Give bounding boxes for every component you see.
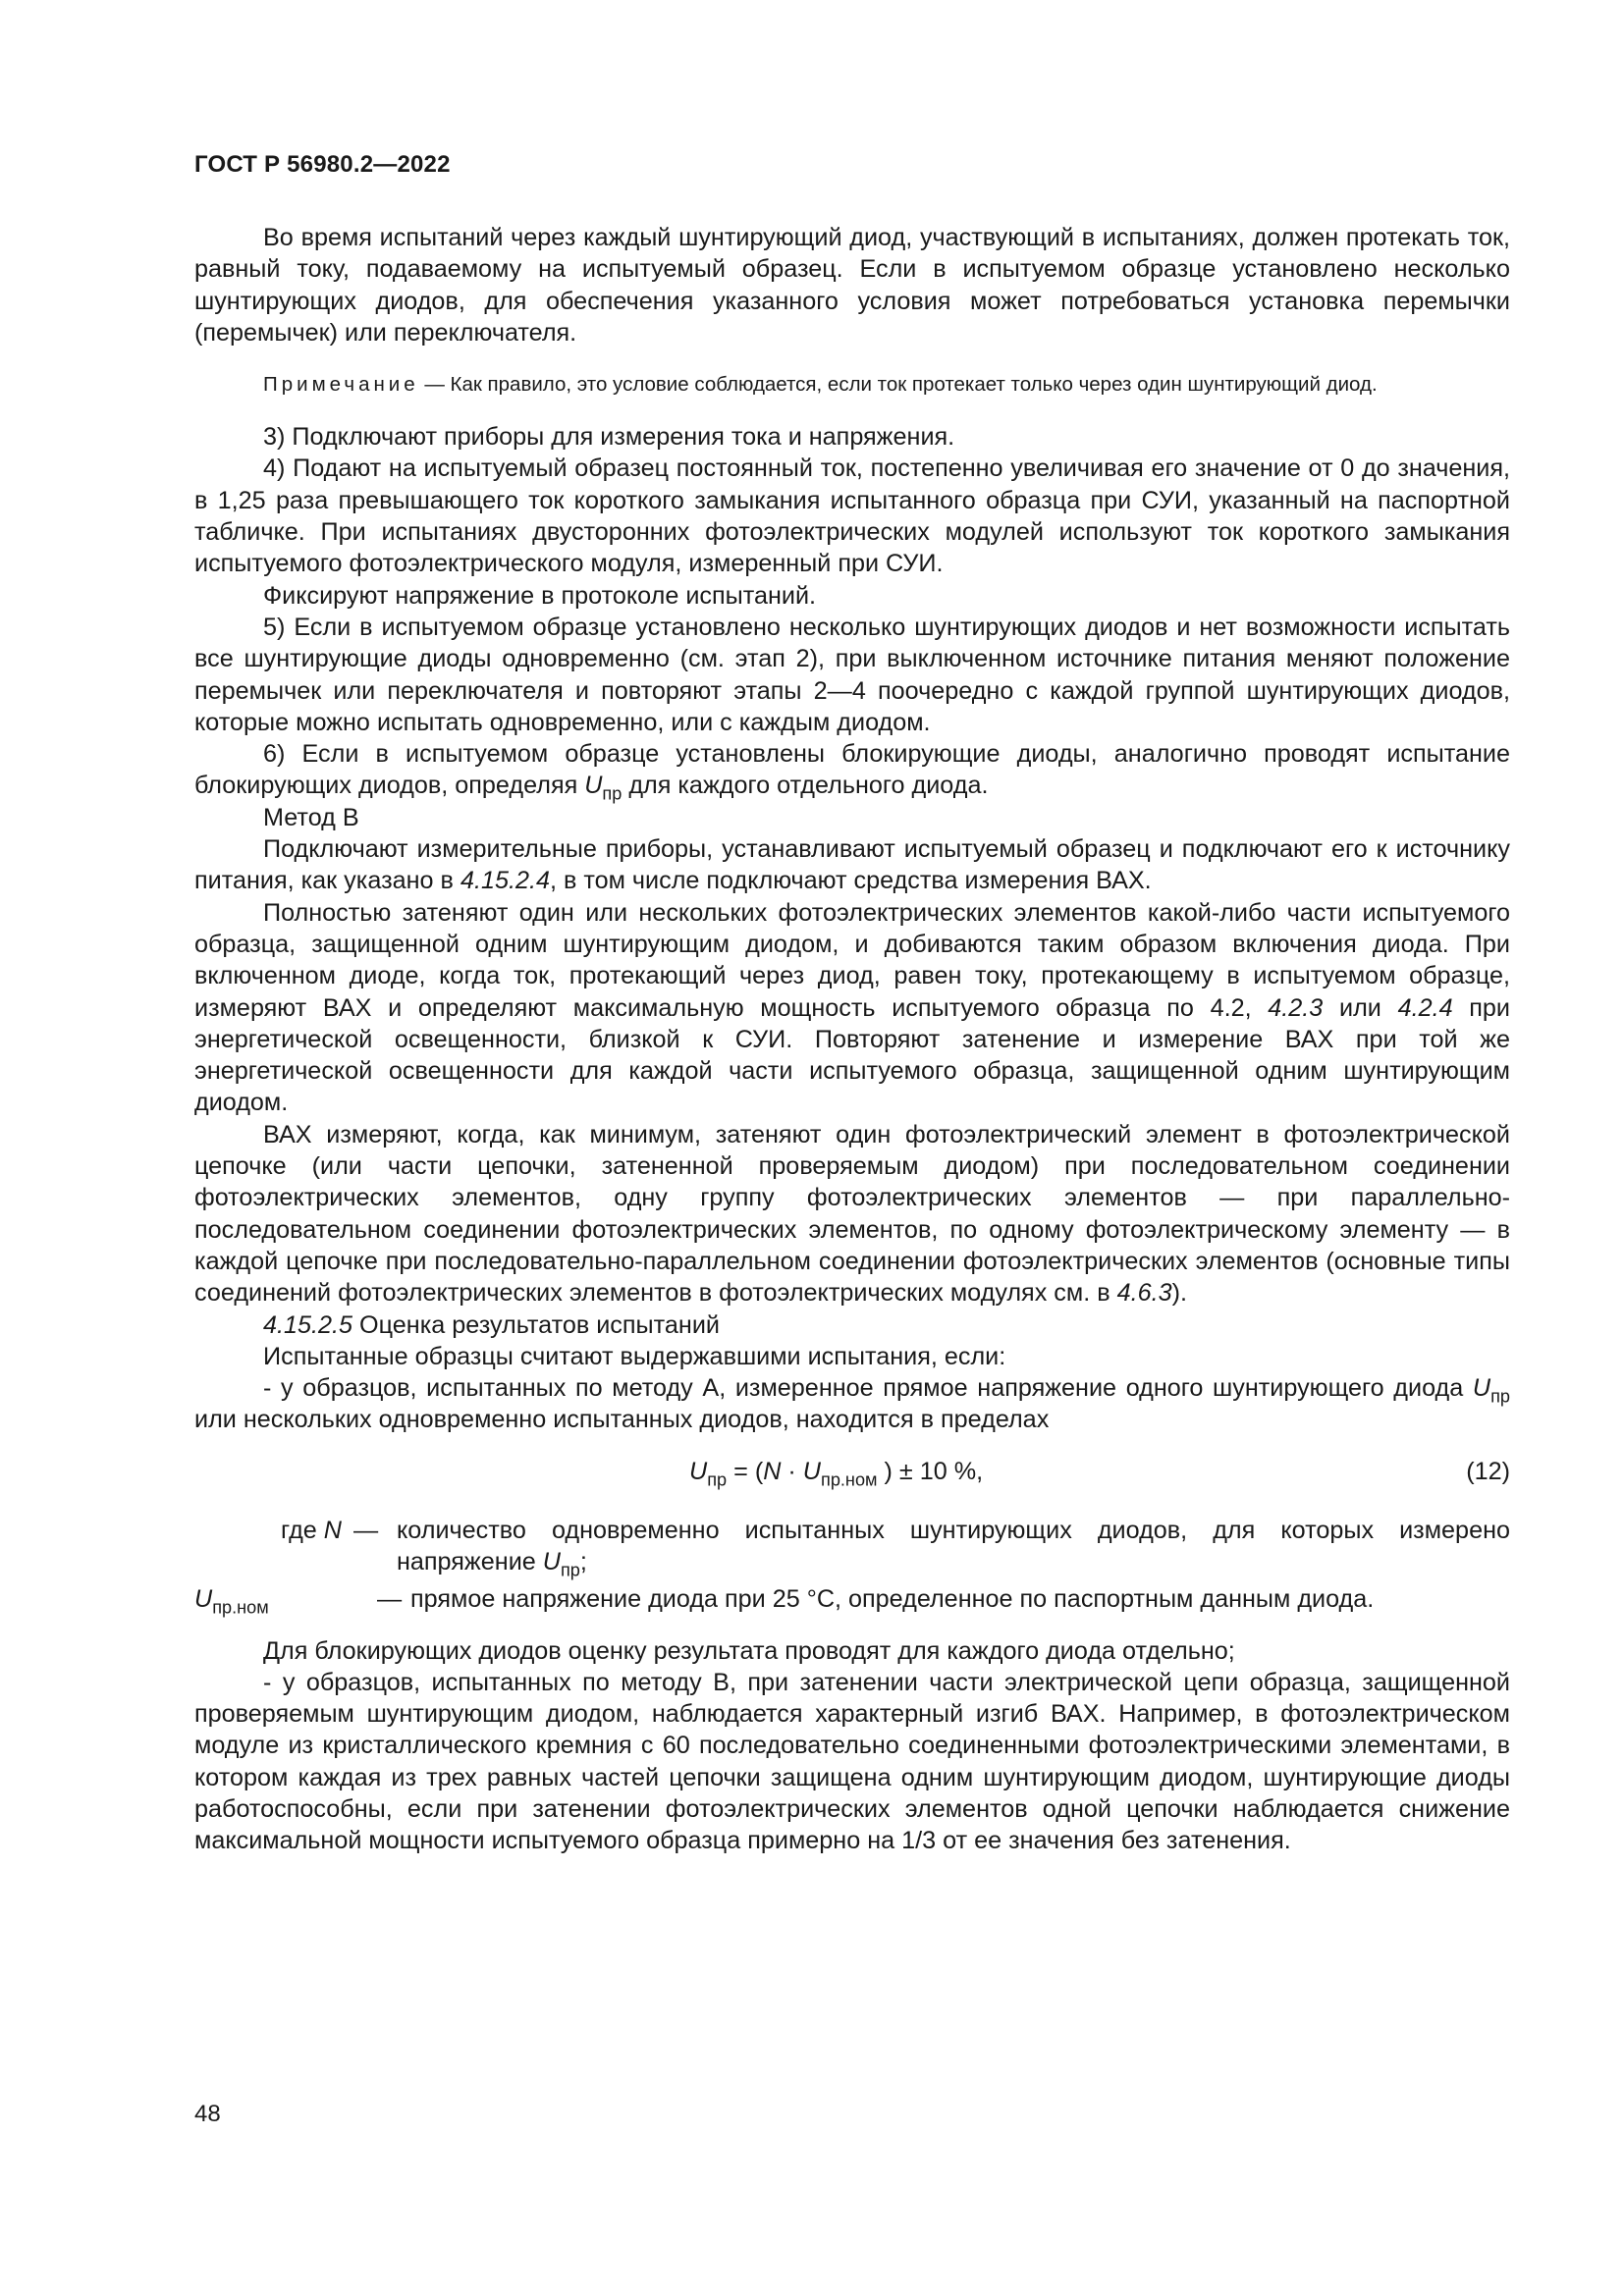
step-4: 4) Подают на испытуемый образец постоянный ток, постепенно увеличивая его значение от 0 до значения, в 1,25 раза превышающего ток короткого замыкания испытанного образца при СУИ, указанный на паспортной табличке. При испытаниях двусторонних фотоэлектрических модулей используют ток короткого замыкания испытуемого фотоэлектрического модуля, измеренный при СУИ. bbox=[194, 454, 1510, 578]
section-title: Оценка результатов испытаний bbox=[352, 1310, 720, 1339]
formula-eq-close: ) ± 10 %, bbox=[877, 1457, 984, 1485]
symbol-u: U bbox=[802, 1457, 821, 1485]
shade-paragraph bbox=[194, 897, 1510, 1119]
page-number: 48 bbox=[194, 2101, 221, 2127]
definition-dash: — bbox=[377, 1585, 403, 1614]
formula-12 bbox=[194, 1456, 1510, 1489]
step-6-text-end: для каждого отдельного диода. bbox=[622, 772, 989, 800]
subscript-pr: пр bbox=[602, 783, 623, 804]
note bbox=[194, 370, 1510, 400]
note-label: Примечание bbox=[263, 373, 419, 397]
ref-4-2-3: 4.2.3 bbox=[1268, 993, 1324, 1022]
symbol-u: U bbox=[584, 772, 603, 800]
subscript-pr-nom: пр.ном bbox=[212, 1597, 269, 1618]
symbol-n: N bbox=[763, 1457, 782, 1485]
definition-u-nom bbox=[194, 1583, 1510, 1618]
method-b-criterion: - у образцов, испытанных по методу В, при затенении части электрической цепи образца, защищенной проверяемым шунтирующим диодом, наблюдается характерный изгиб ВАХ. Например, в фотоэлектрическом модуле из кристаллического кремния с 60 последовательно соединенными фотоэлектрическими элементами, в котором каждая из трех равных частей цепочки защищена одним шунтирующим диодом, шунтирующие диоды работоспособны, если при затенении фотоэлектрических элементов одной цепочки наблюдается снижение максимальной мощности испытуемого образца примерно на 1/3 от ее значения без затенения. bbox=[194, 1668, 1510, 1855]
ref-4-6-3: 4.6.3 bbox=[1116, 1279, 1172, 1308]
symbol-u: U bbox=[1472, 1374, 1491, 1403]
passed-criteria: Испытанные образцы считают выдержавшими испытания, если: bbox=[263, 1342, 1006, 1370]
connect-paragraph bbox=[194, 833, 1510, 897]
formula-number: (12) bbox=[1466, 1457, 1510, 1485]
definition-term bbox=[194, 1515, 342, 1546]
step-3: 3) Подключают приборы для измерения тока и напряжения. bbox=[263, 423, 955, 452]
subscript-pr: пр bbox=[560, 1560, 580, 1580]
connect-text: Подключают измерительные приборы, устанавливают испытуемый образец и подключают его к источнику питания, как указано в bbox=[194, 835, 1510, 895]
subscript-pr-nom: пр.ном bbox=[821, 1469, 878, 1490]
section-number: 4.15.2.5 bbox=[263, 1310, 353, 1339]
document-body bbox=[194, 222, 1510, 1857]
definition-dash: — bbox=[353, 1516, 379, 1544]
ref-4-15-2-4: 4.15.2.4 bbox=[460, 867, 550, 895]
method-a-criterion bbox=[194, 1372, 1510, 1436]
blocking-diodes: Для блокирующих диодов оценку результата проводят для каждого диода отдельно; bbox=[263, 1636, 1235, 1665]
definition-n bbox=[194, 1515, 1510, 1578]
subscript-pr: пр bbox=[1490, 1386, 1510, 1407]
note-text: — Как правило, это условие соблюдается, если ток протекает только через один шунтирующий диод. bbox=[418, 373, 1378, 397]
formula-expression bbox=[689, 1456, 984, 1490]
definition-text: прямое напряжение диода при 25 °С, определенное по паспортным данным диода. bbox=[410, 1585, 1375, 1614]
definitions bbox=[194, 1515, 1510, 1616]
definition-text bbox=[397, 1515, 1510, 1578]
step-6 bbox=[194, 738, 1510, 802]
shade-or: или bbox=[1323, 993, 1398, 1022]
definition-n-end: ; bbox=[579, 1547, 587, 1575]
symbol-u: U bbox=[542, 1547, 561, 1575]
method-b-heading: Метод В bbox=[263, 803, 359, 831]
paragraph-bypass-current: Во время испытаний через каждый шунтирующий диод, участвующий в испытаниях, должен протекать ток, равный току, подаваемому на испытуемый образец. Если в испытуемом образце установлено несколько шунтирующих диодов, для обеспечения указанного условия может потребоваться установка перемычки (перемычек) или переключателя. bbox=[194, 224, 1510, 347]
vax-text-end: ). bbox=[1171, 1279, 1187, 1308]
definition-term bbox=[194, 1583, 371, 1618]
definition-n-text: количество одновременно испытанных шунтирующих диодов, для которых измерено напряжение bbox=[397, 1516, 1510, 1575]
method-a-text-end: или нескольких одновременно испытанных диодов, находится в пределах bbox=[194, 1406, 1050, 1434]
formula-eq-open: = ( bbox=[727, 1457, 764, 1485]
step-6-text: 6) Если в испытуемом образце установлены блокирующие диоды, аналогично проводят испытание блокирующих диодов, определяя bbox=[194, 740, 1510, 800]
document-header: ГОСТ Р 56980.2—2022 bbox=[194, 151, 451, 178]
where-label: где bbox=[281, 1516, 324, 1544]
shade-text-end: при энергетической освещенности, близкой к СУИ. Повторяют затенение и измерение ВАХ при той же энергетической освещенности для каждой части испытуемого образца, защищенной одним шунтирующим диодом. bbox=[194, 993, 1511, 1117]
fix-voltage: Фиксируют напряжение в протоколе испытаний. bbox=[263, 581, 817, 610]
vax-text: ВАХ измеряют, когда, как минимум, затеняют один фотоэлектрический элемент в фотоэлектрической цепочке (или части цепочки, затененной проверяемым диодом) при последовательном соединении фотоэлектрических элементов, одну группу фотоэлектрических элементов — при параллельно-последовательном соединении фотоэлектрических элементов, по одному фотоэлектрическому элементу — в каждой цепочке при последовательно-параллельном соединении фотоэлектрических элементов (основные типы соединений фотоэлектрических элементов в фотоэлектрических модулях см. в bbox=[194, 1120, 1510, 1308]
symbol-u: U bbox=[194, 1585, 213, 1614]
section-heading bbox=[194, 1309, 1510, 1341]
formula-dot: · bbox=[781, 1457, 803, 1485]
method-a-text: - у образцов, испытанных по методу А, измеренное прямое напряжение одного шунтирующего диода bbox=[263, 1374, 1473, 1403]
ref-4-2-4: 4.2.4 bbox=[1397, 993, 1453, 1022]
vax-paragraph bbox=[194, 1119, 1510, 1309]
connect-text-end: , в том числе подключают средства измерения ВАХ. bbox=[549, 867, 1152, 895]
symbol-u: U bbox=[689, 1457, 708, 1485]
subscript-pr: пр bbox=[707, 1469, 728, 1490]
shade-text: Полностью затеняют один или нескольких фотоэлектрических элементов какой-либо части испытуемого образца, защищенной одним шунтирующим диодом, и добиваются таким образом включения диода. При включенном диоде, когда ток, протекающий через диод, равен току, протекающему в испытуемом образце, измеряют ВАХ и определяют максимальную мощность испытуемого образца по 4.2, bbox=[194, 898, 1510, 1022]
symbol-n: N bbox=[323, 1516, 342, 1544]
step-5: 5) Если в испытуемом образце установлено несколько шунтирующих диодов и нет возможности испытать все шунтирующие диоды одновременно (см. этап 2), при выключенном источнике питания меняют положение перемычек или переключателя и повторяют этапы 2—4 поочередно с каждой группой шунтирующих диодов, которые можно испытать одновременно, или с каждым диодом. bbox=[194, 613, 1510, 736]
